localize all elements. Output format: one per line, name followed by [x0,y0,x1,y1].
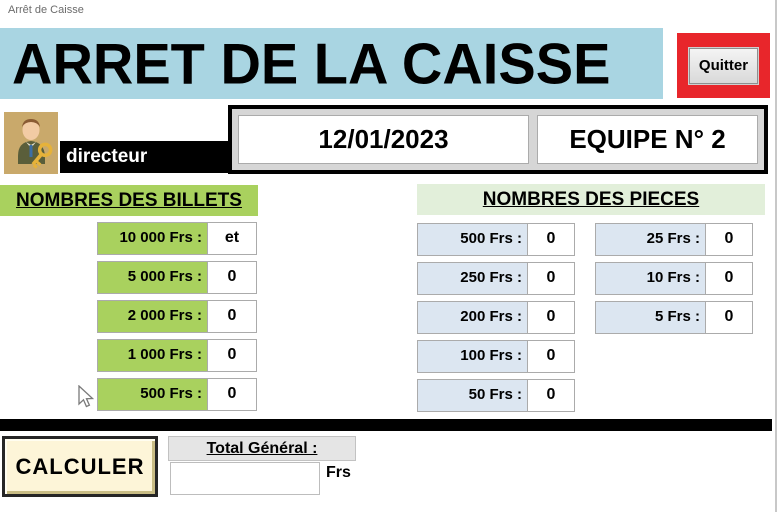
pieces-section-title: NOMBRES DES PIECES [417,184,765,215]
billet-value-field[interactable]: 0 [208,340,256,371]
piece-label: 10 Frs : [596,263,706,294]
piece-row-500 [417,223,575,256]
total-general-field[interactable] [170,462,320,495]
billet-row-1000 [97,339,257,372]
piece-value-field[interactable]: 0 [528,341,574,372]
date-field[interactable]: 12/01/2023 [238,115,529,164]
currency-label: Frs [326,464,351,481]
piece-row-250 [417,262,575,295]
billet-row-10000 [97,222,257,255]
piece-label: 5 Frs : [596,302,706,333]
divider-bar [0,419,772,431]
piece-value-field[interactable]: 0 [528,380,574,411]
billet-row-500 [97,378,257,411]
billet-value-field[interactable]: 0 [208,262,256,293]
piece-value-field[interactable]: 0 [706,302,752,333]
billet-value-field[interactable]: et [208,223,256,254]
billet-value-field[interactable]: 0 [208,301,256,332]
billet-label: 2 000 Frs : [98,301,208,332]
piece-row-10 [595,262,753,295]
billet-label: 10 000 Frs : [98,223,208,254]
total-general-label: Total Général : [168,436,356,461]
banner [0,28,663,99]
piece-label: 200 Frs : [418,302,528,333]
team-field[interactable]: EQUIPE N° 2 [537,115,758,164]
piece-row-50 [417,379,575,412]
piece-value-field[interactable]: 0 [528,263,574,294]
piece-row-25 [595,223,753,256]
piece-label: 250 Frs : [418,263,528,294]
piece-label: 50 Frs : [418,380,528,411]
piece-row-100 [417,340,575,373]
form-right-edge [775,0,777,512]
billet-row-2000 [97,300,257,333]
piece-label: 100 Frs : [418,341,528,372]
billet-label: 1 000 Frs : [98,340,208,371]
user-with-key-icon [4,112,58,174]
piece-row-200 [417,301,575,334]
quit-button-frame [677,33,770,98]
billet-label: 5 000 Frs : [98,262,208,293]
billets-section-title: NOMBRES DES BILLETS [0,185,258,216]
billet-value-field[interactable]: 0 [208,379,256,410]
page-title: ARRET DE LA CAISSE [12,31,611,96]
piece-label: 25 Frs : [596,224,706,255]
calculate-button[interactable]: CALCULER [2,436,158,497]
piece-value-field[interactable]: 0 [528,224,574,255]
billet-row-5000 [97,261,257,294]
window-title: Arrêt de Caisse [8,4,84,16]
piece-value-field[interactable]: 0 [706,263,752,294]
piece-value-field[interactable]: 0 [528,302,574,333]
mouse-cursor-icon [78,385,94,414]
piece-row-5 [595,301,753,334]
piece-label: 500 Frs : [418,224,528,255]
piece-value-field[interactable]: 0 [706,224,752,255]
billet-label: 500 Frs : [98,379,208,410]
info-panel [228,105,768,174]
user-role-label: directeur [60,141,230,173]
quit-button[interactable]: Quitter [689,48,758,84]
